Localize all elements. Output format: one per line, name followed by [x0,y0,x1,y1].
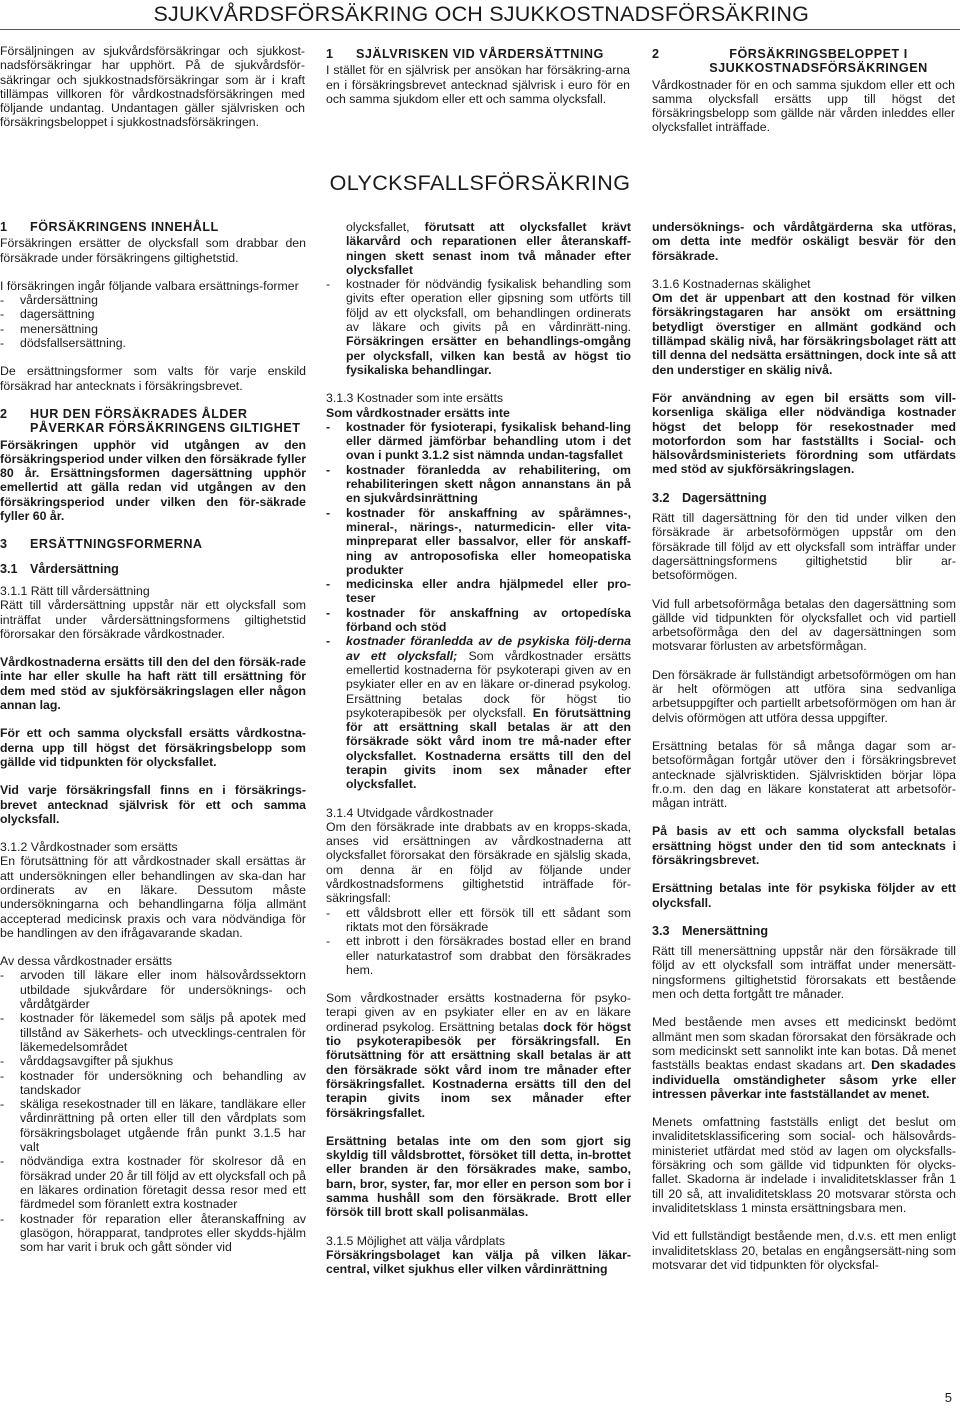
continued-bold-text: förutsatt att olycksfallet krävt läkarvård och reparationen eller återanskaff-ningen skett senast inom två månader efter olycksfallet [346,220,631,277]
list-item: - ett inbrott i den försäkrades bostad eller en brand eller naturkatastrof som drabbat den försäkrades hem. [326,934,631,977]
section-1-paragraph-2: I försäkringen ingår följande valbara ersättnings-former [0,278,299,293]
column-1 [0,220,306,1268]
top-section-1-number: 1 [326,47,334,61]
top-section-2-heading [652,47,955,76]
physio-text: kostnader för nödvändig fysikalisk behandling som givits efter operation eller gipsning som utförts till följd av ett olycksfall, om behandlingen ordinerats av läkare och givits på en vårdinrätt-ning. [346,277,631,335]
section-3-2-paragraph-4: Ersättning betalas för så många dagar som ar-betsoförmågan fortgår utöver den i försäkringsbrevet antecknade självrisktiden. Självrisktiden börjar löpa fr.o.m. den dag en läkare konstaterat att arbetsoför-mågan inträtt. [652,738,956,811]
intro-paragraph: Försäljningen av sjukvårdsförsäkringar och sjukkost-nadsförsäkringar har upphört. På de sjukvårdsför-säkringar och sjukkostnadsförsäkringar som är i kraft tillämpas villkoren för vårdkostnadsförsäkringen med följande undantag. Undantagen gäller självrisken och försäkringsbeloppet i sjukkostnadsförsäkringen. [0,44,305,130]
section-3-1-number: 3.1 [0,561,18,576]
list-item: - dödsfallsersättning. [0,336,306,350]
section-3-1-2-intro: Av dessa vårdkostnader ersätts [0,954,173,969]
psych-bold-italic-text: kostnader föranledda av de psykiska följ-derna av ett olycksfall; [346,634,631,663]
list-item: - medicinska eller andra hjälpmedel eller pro-teser [326,577,631,606]
list-item: - kostnader föranledda av rehabilitering, om rehabiliteringen skett någon annanstans än på en sjukvårdsinrättning [326,463,631,506]
section-3-2-paragraph-1: Rätt till dagersättning för den tid under vilken den försäkrade är arbetsoförmögen uppstår om den försäkrade till följd av ett olycksfall som inträffar under dagersättningsformens giltighetstid blir ar-betsoförmögen. [652,511,956,583]
column-2 [326,220,631,1290]
section-3-3-heading [652,924,956,938]
section-3-1-2-heading: 3.1.2 Vårdkostnader som ersätts [0,840,178,855]
section-3-1-6-text: Om det är uppenbart att den kostnad för vilken försäkringstagaren har ansökt om ersättning betydligt överstiger en allmänt godkänd och tillämpad skälig nivå, har försäkringsbolaget rätt att till denna del nedsätta ersättningen, dock inte så att den understiger en skälig nivå. [652,291,956,377]
list-item: - menersättning [0,322,306,336]
section-1-title: FÖRSÄKRINGENS INNEHÅLL [30,220,219,234]
list-item: - arvoden till läkare eller inom hälsovårdssektorn utbildade sjukvårdare för undersöknings- och vårdåtgärder [0,968,306,1011]
column-3-continued-text: undersöknings- och vårdåtgärderna ska utföras, om detta inte medför oskäligt besvär för den försäkrade. [652,220,956,263]
list-item: - ett våldsbrott eller ett försök till ett sådant som riktats mot den försäkrade [326,906,631,935]
section-3-1-1-heading: 3.1.1 Rätt till vårdersättning [0,583,150,598]
section-3-2-title: Dagersättning [682,490,767,505]
section-3-1-6-heading: 3.1.6 Kostnadernas skälighet [652,276,811,291]
section-3-3-paragraph-2-bold: Den skadades individuella omständigheter såsom yrke eller intressen påverkar inte fastställandet av menet. [652,1058,956,1101]
section-3-1-3-subheading: Som vårdkostnader ersätts inte [326,405,510,420]
top-section-2-title: FÖRSÄKRINGSBELOPPET I SJUKKOSTNADSFÖRSÄKRINGEN [709,47,928,76]
section-3-3-paragraph-2 [652,1015,956,1101]
page-number: 5 [944,1390,952,1405]
section-3-2-bold-2: Ersättning betalas inte för psykiska följder av ett olycksfall. [652,881,956,910]
list-item: - skäliga resekostnader till en läkare, tandläkare eller vårdinrättning på orten eller till den vårdplats som försäkringsbolaget utgående från punkt 3.1.5 har valt [0,1097,306,1154]
section-3-1-2-text: En förutsättning för att vårdkostnader skall ersättas är att undersökningen eller behandlingen av ska-dan har ordinerats av en läkare. Dessutom måste undersökningarna och behandlingarna följa allmänt accepterad medicinsk praxis och vara nödvändiga för be handlingen av den ifrågavarande skadan. [0,854,306,940]
section-3-2-paragraph-3: Den försäkrade är fullständigt arbetsoförmögen om han är helt oförmögen att utföra sina sedvanliga arbetsuppgifter och partiellt arbetsoförmögen om han är delvis oförmögen att utföra dessa uppgifter. [652,667,956,725]
page-title: SJUKVÅRDSFÖRSÄKRING OCH SJUKKOSTNADSFÖRSÄKRING [153,2,809,26]
section-3-1-1-bold-1: Vårdkostnaderna ersätts till den del den försäk-rade inte har eller skulle ha haft rätt till ersättning för dem med stöd av sjukförsäkringslagen eller någon annan lag. [0,655,306,713]
section-3-title: ERSÄTTNINGSFORMERNA [30,537,203,552]
section-3-2-bold-1: På basis av ett och samma olycksfall betalas ersättning högst under den tid som antecknats i försäkringsbrevet. [652,824,956,867]
section-2-title: HUR DEN FÖRSÄKRADES ÅLDER PÅVERKAR FÖRSÄKRINGENS GILTIGHET [30,406,301,436]
list-item: - kostnader för läkemedel som säljs på apotek med tillstånd av Säkerhets- och utvecklings-centralen för läkemedelsområdet [0,1011,306,1054]
section-2-heading [0,407,306,436]
section-3-1-3-heading: 3.1.3 Kostnader som inte ersätts [326,391,504,406]
continued-paragraph [326,220,631,277]
list-item: - vårdersättning [0,293,306,307]
section-1-paragraph-1: Försäkringen ersätter de olycksfall som drabbar den försäkrade under försäkringens giltighetstid. [0,236,306,265]
list-item: - kostnader för fysioterapi, fysikalisk behand-ling eller därmed jämförbar behandling utom i det ovan i punkt 3.1.2 sist nämnda undan-tagsfallet [326,420,631,463]
top-section-1-title: SJÄLVRISKEN VID VÅRDERSÄTTNING [356,47,604,61]
section-3-heading [0,537,306,551]
section-3-1-heading [0,562,306,576]
section-1-paragraph-3: De ersättningsformer som valts för varje enskild försäkrad har antecknats i försäkringsbrevet. [0,364,306,393]
list-item: - kostnader för anskaffning av ortopedíska förband och stöd [326,606,631,635]
section-3-1-4-heading: 3.1.4 Utvidgade vårdkostnader [326,805,494,820]
list-item: - kostnader för reparation eller återanskaffning av glasögon, hörapparat, tandprotes eller skydds-hjälm som har varit i bruk och gått sönder vid [0,1212,306,1255]
section-3-2-number: 3.2 [652,490,670,505]
top-section-1 [326,47,630,120]
extended-cases-list [326,906,631,977]
section-3-3-title: Menersättning [682,923,769,938]
top-section-1-text: I stället för en självrisk per ansökan har försäkring-arna en i försäkringsbrevet antecknad självrisk i euro för en och samma sjukdom eller ett och samma olycksfall. [326,63,630,106]
physio-bold-text: Försäkringen ersätter en behandlings-omgång per olycksfall, vilken kan bestå av högst tio fysikaliska behandlingar. [346,334,631,377]
list-item [326,634,631,791]
list-item [326,277,631,377]
section-3-3-number: 3.3 [652,923,670,938]
section-3-1-4-paragraph-2-bold: dock för högst tio psykoterapibesök per försäkringsfall. En förutsättning för att ersättning skall betalas är att den försäkrade sökt vård inom tre månader efter försäkringsfallet. Kostnaderna ersätts till den del terapin givits inom sex månader efter försäkringsfallet. [326,1019,631,1120]
section-3-3-paragraph-4: Vid ett fullständigt bestående men, d.v.s. ett men enligt invaliditetsklass 20, betalas en engångsersätt-ning som motsvarar det vid tidpunkten för olycksfal- [652,1229,956,1272]
covered-costs-list [0,968,306,1254]
section-3-2-heading [652,491,956,505]
section-3-1-4-paragraph-2-text: Som vårdkostnader ersätts kostnaderna för psyko-terapi given av en psykiater eller en av en läkare ordinerad psykolog. Ersättning betalas [326,991,631,1034]
list-item: - kostnader för anskaffning av spårämnes-, mineral-, närings-, naturmedicin- eller vita-minpreparat eller bassalvor, eller för anskaff-ning av antroposofiska eller homeopatiska produkter [326,506,631,577]
section-3-1-title: Vårdersättning [30,561,119,576]
list-item: - dagersättning [0,307,306,321]
section-3-3-paragraph-2-text: Med bestående men avses ett medicinskt bedömt allmänt men som skadan förorsakat den försäkrade och som medicinskt sett sannolikt inte kan botas. Då menet fastställs beaktas endast skadans art. [652,1015,956,1073]
section-3-number: 3 [0,537,8,552]
column-3 [652,220,956,1286]
section-3-1-1-bold-2: För ett och samma olycksfall ersätts vårdkostna-derna upp till högst det försäkringsbelopp som gällde vid tidpunkten för olycksfallet. [0,726,306,769]
section-2-text: Försäkringen upphör vid utgången av den försäkringsperiod under vilken den försäkrade fyller 80 år. Ersättningsformen dagersättning upphör emellertid att gälla redan vid utgången av den försäkringsperiod under vilken den för-säkrade fyller 60 år. [0,437,306,524]
top-section-2-number: 2 [652,47,660,61]
excluded-costs-list [326,420,631,792]
intro-column [0,44,305,144]
section-3-1-4-paragraph-2 [326,991,631,1120]
section-3-1-5-heading: 3.1.5 Möjlighet att välja vårdplats [326,1233,506,1248]
physio-list [326,277,631,377]
title-divider [0,29,960,30]
list-item: - nödvändiga extra kostnader för skolresor då en försäkrad under 20 år till följd av ett olycksfall och på en läkares ordination företagit dessa resor med ett färdmedel som föranlett extra kostnader [0,1154,306,1211]
section-1-number: 1 [0,220,8,234]
section-3-1-1-text: Rätt till vårdersättning uppstår när ett olycksfall som inträffat under vårdersättningsformens giltighetstid förorsakar den försäkrade vårdkostnader. [0,598,306,641]
top-section-2-text: Vårdkostnader för en och samma sjukdom eller ett och samma olycksfall ersätts upp till högst det försäkringsbelopp som gällde när vården inleddes eller olycksfallet inträffade. [652,77,955,135]
section-3-1-1-bold-3: Vid varje försäkringsfall finns en i försäkrings-brevet antecknad självrisk för ett och samma olycksfall. [0,783,306,826]
psych-bold-text: En förutsättning för att ersättning skall betalas är att den försäkrade sökt vård inom tre må-nader efter olycksfallet. Kostnaderna ersätts till den del terapin givits inom sex månader efter olycksfallet. [346,705,631,792]
section-1-heading [0,220,306,234]
list-item: - vårddagsavgifter på sjukhus [0,1054,306,1068]
section-3-1-4-text: Om den försäkrade inte drabbats av en kropps-skada, anses vid ersättningen av vårdkostnaderna att olycksfallet förorsakat den försäkrade en själslig skada, om denna är en följd av följande under vårdkostnadsformens giltighetstid inträffade för-säkringsfall: [326,819,631,906]
section-3-1-4-paragraph-3: Ersättning betalas inte om den som gjort sig skyldig till våldsbrottet, försöket till detta, in-brottet eller branden är den försäkrades make, sambo, barn, bror, syster, far, mor eller en person som bor i samma hushåll som den försäkrade. Brott eller försök till brott skall polisanmälas. [326,1133,631,1220]
section-3-2-paragraph-2: Vid full arbetsoförmåga betalas den dagersättning som gällde vid tidpunkten för olycksfallet och vid partiell arbetsoförmåga den del av dagersättningen som motsvarar förlusten av arbetsförmågan. [652,596,956,654]
section-3-3-paragraph-1: Rätt till menersättning uppstår när den försäkrade till följd av ett olycksfall som inträffat under menersätt-ningsformens giltighetstid förorsakats ett bestående men och detta fortgått tre månader. [652,944,956,1002]
top-section-2 [652,47,955,149]
section-3-1-6-bold-2: För användning av egen bil ersätts som vill-korsenliga skäliga eller nödvändiga kostnader högst det belopp för resekostnader med motorfordon som har fastställts i Social- och hälsovårdsministeriets förordning som utfärdats med stöd av sjukförsäkringslagen. [652,390,956,477]
list-item: - kostnader för undersökning och behandling av tandskador [0,1069,306,1098]
psych-text: Som vårdkostnader ersätts emellertid kostnaderna för psykoterapi given av en psykiater eller en av en läkare or-dinerad psykolog. Ersättning betalas dock för högst tio psykoterapibesök per olycksfall. [346,648,631,720]
section-2-number: 2 [0,406,8,421]
section-title: OLYCKSFALLSFÖRSÄKRING [329,171,631,195]
section-3-1-5-text: Försäkringsbolaget kan välja på vilken läkar-central, vilket sjukhus eller vilken vårdinrättning [326,1247,631,1277]
compensation-forms-list [0,293,306,350]
continued-text: olycksfallet, [346,220,425,234]
top-section-1-heading [326,47,630,61]
section-3-3-paragraph-3: Menets omfattning fastställs enligt det beslut om invaliditetsklassificering som social- och hälsovårds-ministeriet utfärdat med stöd av lagen om olycksfalls-försäkring och som gällde vid tidpunkten för olycks-fallet. Skadorna är indelade i invaliditetsklasser från 1 till 20 så, att invaliditetsklass 20 motsvarar största och invaliditetsklass 1 minsta ersättningsbara men. [652,1115,956,1215]
